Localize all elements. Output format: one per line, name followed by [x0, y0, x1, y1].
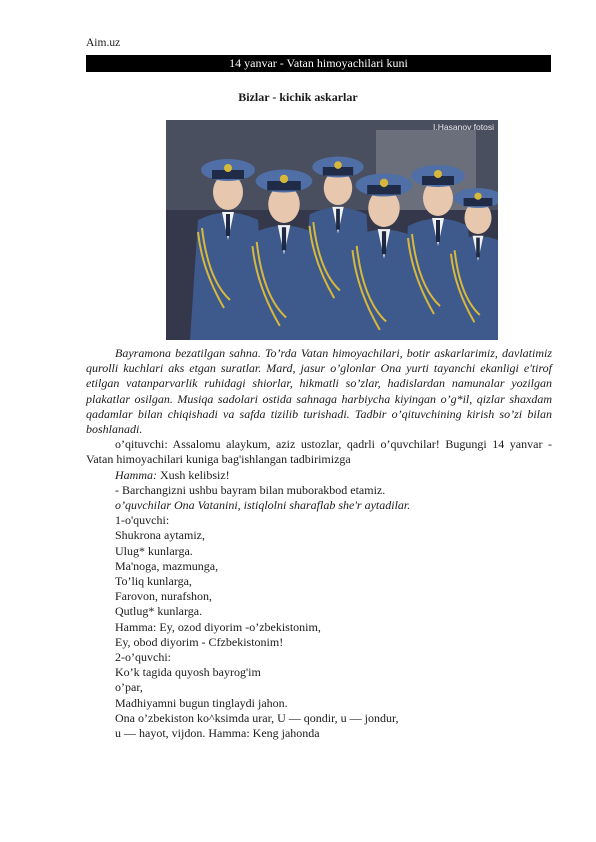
- poem-line: Ona o’zbekiston ko^ksimda urar, U — qondir, u — jondur,: [115, 710, 399, 725]
- all-label: Hamma:: [115, 467, 157, 482]
- poem-line: Madhiyamni bugun tinglaydi jahon.: [115, 695, 288, 710]
- poem-line: Qutlug* kunlarga.: [115, 604, 203, 619]
- poem-intro: o’quvchilar Ona Vatanini, istiqlolni sharaflab she'r aytadilar.: [115, 498, 411, 513]
- title-banner: 14 yanvar - Vatan himoyachilari kuni: [86, 55, 551, 72]
- poem-line: To’liq kunlarga,: [115, 574, 192, 589]
- poem-line: 2-o’quvchi:: [115, 650, 171, 665]
- all-text: Xush kelibsiz!: [157, 467, 230, 482]
- photo-credit: I.Hasanov fotosi: [433, 122, 494, 132]
- teacher-line: o’qituvchi: Assalomu alaykum, aziz ustozlar, qadrli o’quvchilar! Bugungi 14 yanvar - Vatan himoyachilari kuniga bag'ishlangan tadbirimizga: [86, 437, 552, 467]
- poem-line: 1-o'quvchi:: [115, 513, 170, 528]
- poem-line: o’par,: [115, 680, 143, 695]
- greeting-line: [86, 468, 552, 483]
- poem-line: u — hayot, vijdon. Hamma: Keng jahonda: [115, 726, 320, 741]
- cadets-illustration: [166, 120, 498, 340]
- poem-line: Ma'noga, mazmunga,: [115, 558, 219, 573]
- article-body: [86, 346, 552, 741]
- poem-line: Ko’k tagida quyosh bayrog'im: [115, 665, 261, 680]
- article-subtitle: Bizlar - kichik askarlar: [238, 90, 358, 104]
- congrats-line: - Barchangizni ushbu bayram bilan muborakbod etamiz.: [115, 482, 386, 497]
- poem-line: Shukrona aytamiz,: [115, 528, 205, 543]
- cadets-photo: [166, 120, 498, 340]
- poem-line: Ey, obod diyorim - Cfzbekistonim!: [115, 634, 284, 649]
- site-name: Aim.uz: [86, 37, 121, 49]
- intro-paragraph: Bayramona bezatilgan sahna. To’rda Vatan himoyachilari, botir askarlarimiz, davlatimiz qurolli kuchlari aks etgan suratlar. Mard, jasur o’glonlar Ona yurti tayanchi ekanligi e'tirof etilgan vatanparvarlik ruhidagi shiorlar, hikmatli so’zlar, hadislardan namunalar yozilgan plakatlar osilgan. Musiqa sadolari ostida sahnaga harbiycha kiyingan o’g*il, qizlar shaxdam qadamlar bilan chiqishadi va safda tizilib turishadi. Tadbir o’qituvchining kirish so’zi bilan boshlanadi.: [86, 346, 552, 437]
- poem-line: Ulug* kunlarga.: [115, 543, 193, 558]
- poem-line: Hamma: Ey, ozod diyorim -o’zbekistonim,: [115, 619, 321, 634]
- poem-line: Farovon, nurafshon,: [115, 589, 212, 604]
